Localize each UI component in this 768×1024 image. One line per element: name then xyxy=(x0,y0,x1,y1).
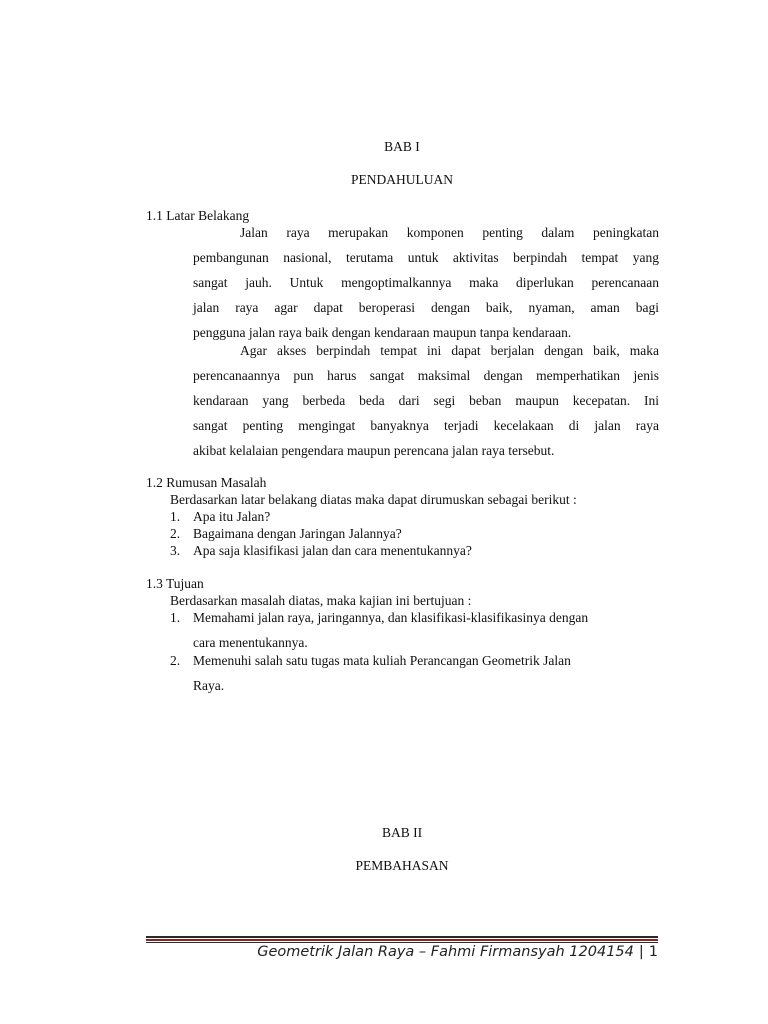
footer-rule-dark xyxy=(146,936,658,938)
list-item-number: 1. xyxy=(170,610,181,625)
list-item-number: 2. xyxy=(170,653,181,668)
list-item: Memenuhi salah satu tugas mata kuliah Perancangan Geometrik Jalan xyxy=(193,653,571,668)
chapter-1-title: PENDAHULUAN xyxy=(351,172,453,187)
list-item: Apa saja klasifikasi jalan dan cara menentukannya? xyxy=(193,543,472,558)
list-item: Memahami jalan raya, jaringannya, dan klasifikasi-klasifikasinya dengan xyxy=(193,610,589,625)
footer-rule-red xyxy=(146,939,658,941)
section-1-2-intro: Berdasarkan latar belakang diatas maka dapat dirumuskan sebagai berikut : xyxy=(170,492,577,507)
footer-separator: | xyxy=(638,944,644,960)
page-footer xyxy=(257,944,658,960)
paragraph-line: sangat penting mengingat banyaknya terjadi kecelakaan di jalan raya xyxy=(193,418,659,433)
footer-title: Geometrik Jalan Raya – Fahmi Firmansyah 1204154 xyxy=(257,944,634,960)
section-1-1-heading: 1.1 Latar Belakang xyxy=(146,208,250,223)
paragraph-line: pembangunan nasional, terutama untuk aktivitas berpindah tempat yang xyxy=(193,250,659,265)
list-item-number: 1. xyxy=(170,509,181,524)
section-1-3-intro: Berdasarkan masalah diatas, maka kajian ini bertujuan : xyxy=(170,593,472,608)
list-item-continuation: Raya. xyxy=(193,678,225,693)
paragraph-line: Agar akses berpindah tempat ini dapat berjalan dengan baik, maka xyxy=(240,343,659,358)
list-item-continuation: cara menentukannya. xyxy=(193,635,308,650)
paragraph-line: perencanaannya pun harus sangat maksimal dengan memperhatikan jenis xyxy=(193,368,659,383)
list-item: Bagaimana dengan Jaringan Jalannya? xyxy=(193,526,402,541)
section-1-2-heading: 1.2 Rumusan Masalah xyxy=(146,475,267,490)
paragraph-line: jalan raya agar dapat beroperasi dengan baik, nyaman, aman bagi xyxy=(193,300,659,315)
section-1-3-heading: 1.3 Tujuan xyxy=(146,576,204,591)
footer-rule-thin xyxy=(146,942,658,943)
paragraph-line: kendaraan yang berbeda beda dari segi beban maupun kecepatan. Ini xyxy=(193,393,659,408)
paragraph-line: pengguna jalan raya baik dengan kendaraan maupun tanpa kendaraan. xyxy=(193,325,572,340)
chapter-2-title: PEMBAHASAN xyxy=(355,858,449,873)
paragraph-line: sangat jauh. Untuk mengoptimalkannya maka diperlukan perencanaan xyxy=(193,275,659,290)
list-item-number: 2. xyxy=(170,526,181,541)
list-item-number: 3. xyxy=(170,543,181,558)
chapter-1-heading: BAB I xyxy=(384,139,420,154)
paragraph-line: Jalan raya merupakan komponen penting dalam peningkatan xyxy=(240,225,659,240)
list-item: Apa itu Jalan? xyxy=(193,509,271,524)
page-number: 1 xyxy=(648,944,658,960)
paragraph-line: akibat kelalaian pengendara maupun perencana jalan raya tersebut. xyxy=(193,443,555,458)
chapter-2-heading: BAB II xyxy=(381,825,423,840)
